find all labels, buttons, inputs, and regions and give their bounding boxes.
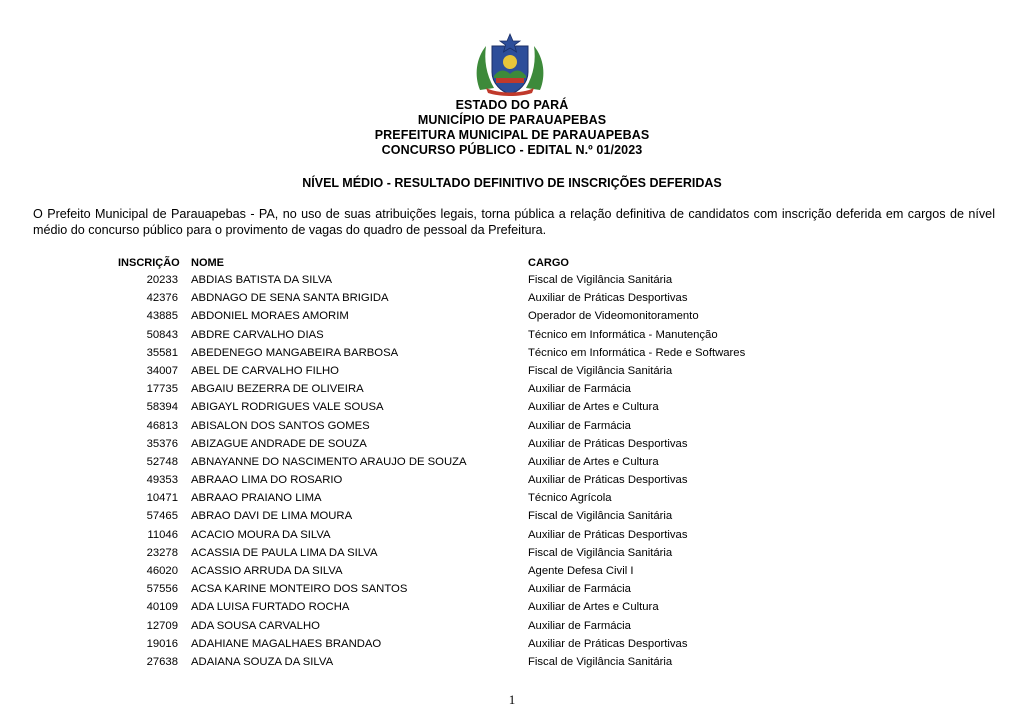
cell-nome: ADA LUISA FURTADO ROCHA [191, 601, 350, 614]
cell-nome: ABNAYANNE DO NASCIMENTO ARAUJO DE SOUZA [191, 455, 467, 468]
table-row [118, 398, 818, 416]
header-municipality: MUNICÍPIO DE PARAUAPEBAS [417, 113, 607, 127]
cell-cargo: Auxiliar de Artes e Cultura [528, 455, 659, 468]
seal-left-branch [477, 46, 494, 90]
cell-nome: ABIGAYL RODRIGUES VALE SOUSA [191, 401, 384, 414]
cell-nome: ACSA KARINE MONTEIRO DOS SANTOS [191, 583, 408, 596]
table-row [118, 562, 818, 580]
cell-inscricao: 23278 [146, 546, 178, 559]
cell-inscricao: 34007 [146, 364, 178, 377]
cell-cargo: Agente Defesa Civil I [528, 565, 634, 577]
table-row [118, 617, 818, 635]
cell-cargo: Técnico Agrícola [528, 492, 612, 505]
cell-nome: ADA SOUSA CARVALHO [191, 619, 320, 632]
table-row [118, 289, 818, 307]
page-number: 1 [508, 692, 516, 707]
column-header-cargo: CARGO [528, 257, 569, 269]
cell-nome: ACASSIA DE PAULA LIMA DA SILVA [191, 546, 378, 559]
cell-nome: ABIZAGUE ANDRADE DE SOUZA [191, 437, 367, 450]
table-body [118, 271, 818, 671]
cell-cargo: Auxiliar de Práticas Desportivas [528, 292, 688, 305]
cell-nome: ABRAAO PRAIANO LIMA [191, 492, 322, 505]
cell-inscricao: 52748 [146, 455, 178, 468]
cell-cargo: Operador de Videomonitoramento [528, 310, 699, 323]
municipal-seal-logo [472, 32, 548, 96]
cell-inscricao: 19016 [146, 637, 178, 650]
cell-inscricao: 27638 [146, 655, 178, 668]
document-header [0, 98, 1024, 158]
intro-paragraph: O Prefeito Municipal de Parauapebas - PA, no uso de suas atribuições legais, torna pública a relação definitiva de candidatos com inscrição deferida em cargos de nível médio do concurso público para o provimento de vagas do quadro de pessoal da Prefeitura. [33, 207, 995, 237]
cell-inscricao: 17735 [146, 383, 178, 396]
cell-nome: ABRAAO LIMA DO ROSARIO [191, 474, 343, 487]
cell-nome: ACASSIO ARRUDA DA SILVA [191, 565, 343, 577]
cell-inscricao: 40109 [146, 601, 178, 614]
cell-cargo: Auxiliar de Farmácia [528, 619, 631, 632]
cell-inscricao: 35581 [146, 346, 178, 359]
table-row [118, 544, 818, 562]
cell-inscricao: 35376 [146, 437, 178, 450]
header-state: ESTADO DO PARÁ [455, 98, 569, 112]
cell-inscricao: 11046 [147, 528, 178, 541]
cell-cargo: Fiscal de Vigilância Sanitária [528, 655, 673, 668]
cell-nome: ABDONIEL MORAES AMORIM [191, 310, 349, 323]
table-row [118, 435, 818, 453]
cell-cargo: Técnico em Informática - Rede e Softwares [528, 346, 746, 359]
cell-cargo: Auxiliar de Artes e Cultura [528, 601, 659, 614]
table-row [118, 344, 818, 362]
cell-cargo: Auxiliar de Artes e Cultura [528, 401, 659, 414]
cell-nome: ABEDENEGO MANGABEIRA BARBOSA [191, 346, 399, 359]
seal-red-band [496, 78, 524, 83]
cell-cargo: Auxiliar de Práticas Desportivas [528, 528, 688, 541]
cell-nome: ABISALON DOS SANTOS GOMES [191, 419, 370, 432]
cell-nome: ACACIO MOURA DA SILVA [191, 528, 331, 541]
table-row [118, 580, 818, 598]
table-row [118, 362, 818, 380]
cell-inscricao: 58394 [146, 401, 178, 414]
cell-cargo: Auxiliar de Práticas Desportivas [528, 474, 688, 487]
table-row [118, 598, 818, 616]
seal-right-branch [526, 46, 543, 90]
cell-cargo: Técnico em Informática - Manutenção [528, 328, 718, 341]
cell-nome: ADAIANA SOUZA DA SILVA [191, 655, 334, 668]
cell-nome: ABRAO DAVI DE LIMA MOURA [191, 510, 353, 523]
cell-nome: ABGAIU BEZERRA DE OLIVEIRA [191, 383, 364, 396]
cell-inscricao: 46813 [146, 419, 178, 432]
cell-cargo: Fiscal de Vigilância Sanitária [528, 364, 673, 377]
cell-nome: ABDNAGO DE SENA SANTA BRIGIDA [191, 292, 389, 305]
cell-inscricao: 43885 [146, 310, 178, 323]
cell-cargo: Auxiliar de Práticas Desportivas [528, 437, 688, 450]
table-row [118, 380, 818, 398]
seal-sun [503, 55, 517, 69]
candidates-table [118, 255, 818, 671]
cell-inscricao: 49353 [146, 474, 178, 487]
table-row [118, 526, 818, 544]
cell-inscricao: 46020 [146, 565, 178, 577]
table-row [118, 507, 818, 525]
cell-cargo: Auxiliar de Farmácia [528, 583, 631, 596]
column-header-inscricao: INSCRIÇÃO [118, 257, 180, 269]
table-row [118, 471, 818, 489]
table-row [118, 635, 818, 653]
cell-cargo: Auxiliar de Práticas Desportivas [528, 637, 688, 650]
table-row [118, 653, 818, 671]
cell-inscricao: 20233 [146, 274, 178, 286]
cell-nome: ABDRE CARVALHO DIAS [191, 328, 324, 341]
cell-cargo: Fiscal de Vigilância Sanitária [528, 510, 673, 523]
cell-inscricao: 10471 [146, 492, 178, 505]
cell-cargo: Fiscal de Vigilância Sanitária [528, 274, 673, 286]
table-row [118, 307, 818, 325]
table-row [118, 417, 818, 435]
cell-inscricao: 12709 [146, 619, 178, 632]
table-row [118, 271, 818, 289]
header-edital: CONCURSO PÚBLICO - EDITAL N.º 01/2023 [381, 143, 643, 157]
cell-cargo: Fiscal de Vigilância Sanitária [528, 546, 673, 559]
cell-nome: ADAHIANE MAGALHAES BRANDAO [191, 637, 382, 650]
header-prefecture: PREFEITURA MUNICIPAL DE PARAUAPEBAS [374, 128, 650, 142]
column-header-nome: NOME [191, 257, 224, 269]
cell-inscricao: 57465 [146, 510, 178, 523]
cell-inscricao: 50843 [146, 328, 178, 341]
cell-nome: ABDIAS BATISTA DA SILVA [191, 274, 333, 286]
seal-shield [492, 46, 528, 94]
cell-cargo: Auxiliar de Farmácia [528, 383, 631, 396]
table-row [118, 326, 818, 344]
cell-cargo: Auxiliar de Farmácia [528, 419, 631, 432]
cell-inscricao: 57556 [146, 583, 178, 596]
table-row [118, 489, 818, 507]
table-row [118, 453, 818, 471]
cell-nome: ABEL DE CARVALHO FILHO [191, 364, 339, 377]
table-header-row [118, 255, 818, 271]
cell-inscricao: 42376 [146, 292, 178, 305]
document-subtitle: NÍVEL MÉDIO - RESULTADO DEFINITIVO DE INSCRIÇÕES DEFERIDAS [302, 176, 722, 190]
